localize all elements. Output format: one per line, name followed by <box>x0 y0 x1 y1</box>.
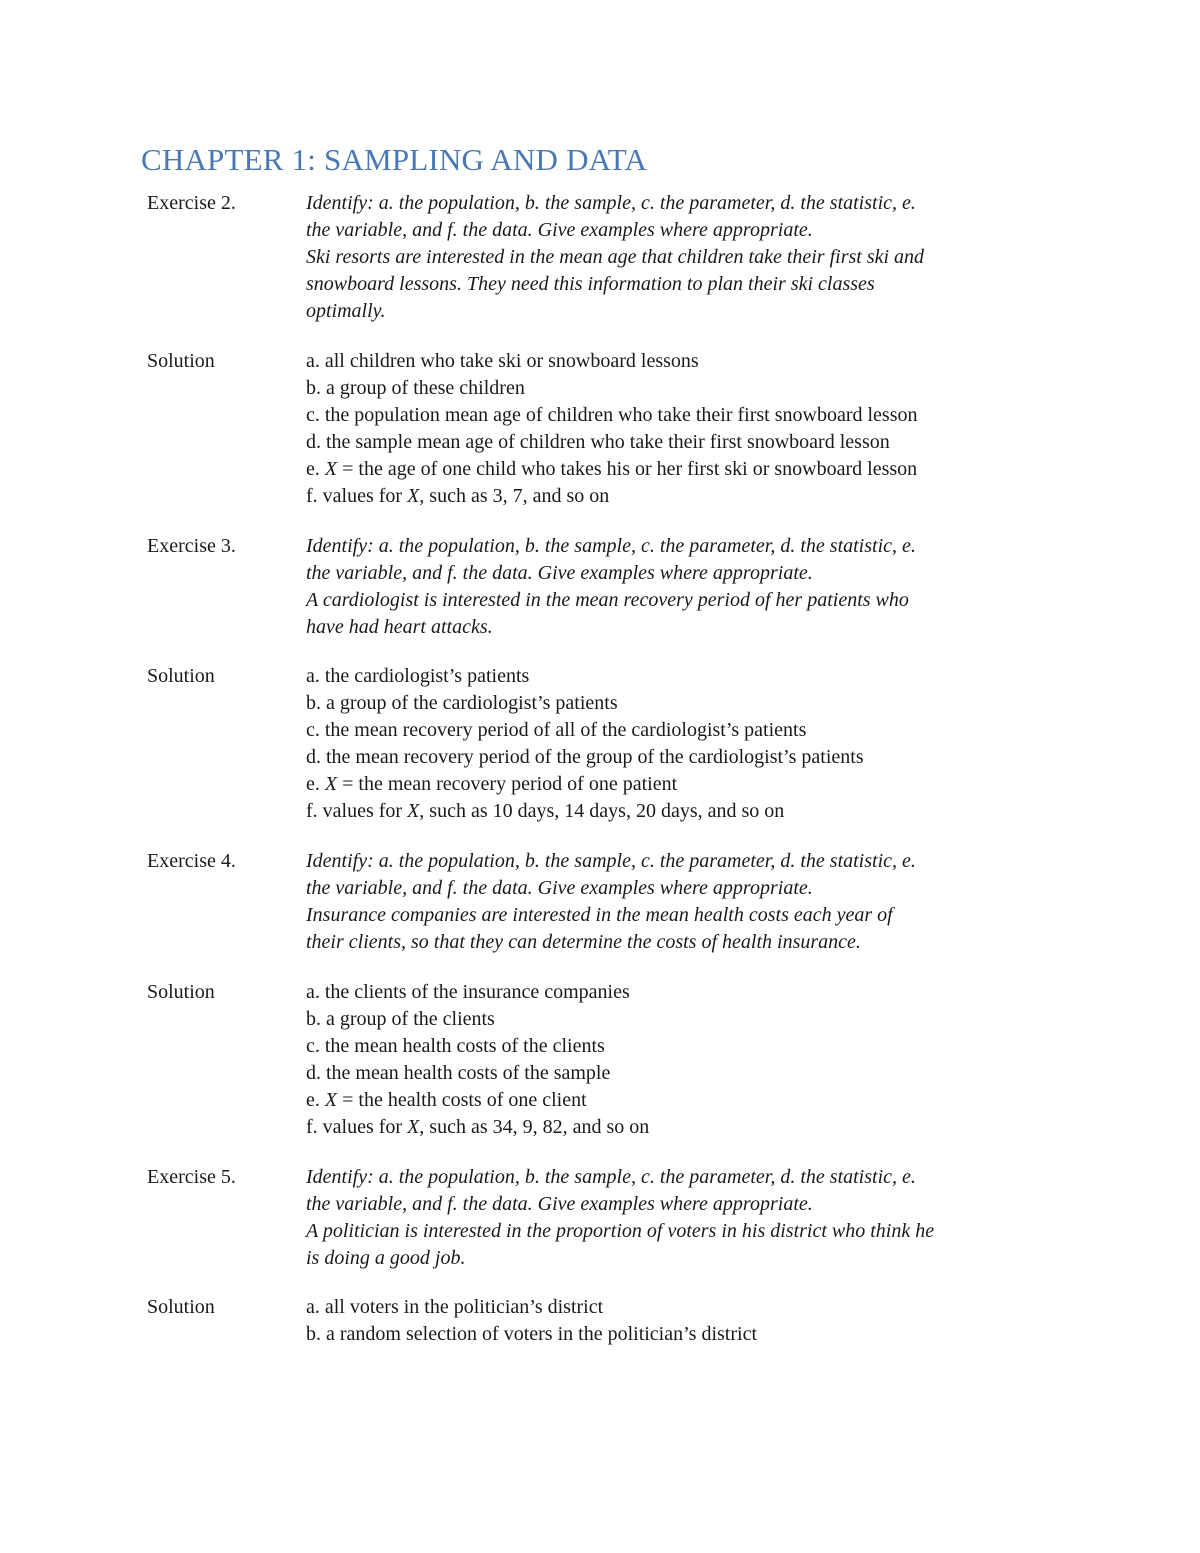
solution-text <box>306 979 1067 1141</box>
variable-x: X <box>407 1116 420 1138</box>
exercise-text <box>306 1164 1067 1272</box>
solution-4 <box>147 979 1067 1141</box>
exercise-3 <box>147 533 1067 641</box>
exercise-4 <box>147 848 1067 956</box>
answer-prefix: f. values for <box>306 1116 408 1138</box>
answer-line: d. the mean health costs of the sample <box>306 1062 611 1084</box>
answer-line <box>306 771 1067 798</box>
answer-line: d. the sample mean age of children who take their first snowboard lesson <box>306 431 890 453</box>
solution-5 <box>147 1294 1067 1348</box>
text-line: Identify: a. the population, b. the sample, c. the parameter, d. the statistic, e. <box>306 1166 916 1188</box>
text-line: Identify: a. the population, b. the sample, c. the parameter, d. the statistic, e. <box>306 535 916 557</box>
text-line: the variable, and f. the data. Give examples where appropriate. <box>306 219 813 241</box>
answer-prefix: f. values for <box>306 485 408 507</box>
answer-line <box>306 798 1067 825</box>
text-line: have had heart attacks. <box>306 616 493 638</box>
answer-line <box>306 1114 1067 1141</box>
exercise-label: Exercise 4. <box>147 850 236 872</box>
answer-line <box>306 483 1067 510</box>
variable-x: X <box>324 458 338 480</box>
answer-prefix: e. <box>306 1089 325 1111</box>
text-line: the variable, and f. the data. Give examples where appropriate. <box>306 1193 813 1215</box>
answer-rest: = the health costs of one client <box>337 1089 587 1111</box>
text-line: the variable, and f. the data. Give examples where appropriate. <box>306 877 813 899</box>
text-line: A politician is interested in the proportion of voters in his district who think he <box>306 1220 935 1242</box>
exercise-label: Exercise 3. <box>147 535 236 557</box>
answer-line: b. a random selection of voters in the politician’s district <box>306 1323 758 1345</box>
answer-line <box>306 1087 1067 1114</box>
text-line: is doing a good job. <box>306 1247 466 1269</box>
solution-3 <box>147 663 1067 825</box>
chapter-title: CHAPTER 1: SAMPLING AND DATA <box>141 142 648 177</box>
exercise-2 <box>147 190 1067 325</box>
answer-line: a. all voters in the politician’s district <box>306 1296 604 1318</box>
answer-line: a. all children who take ski or snowboard lessons <box>306 350 699 372</box>
text-line: snowboard lessons. They need this information to plan their ski classes <box>306 273 875 295</box>
solution-label: Solution <box>147 350 215 372</box>
exercise-text <box>306 190 1067 325</box>
answer-prefix: e. <box>306 773 325 795</box>
answer-line: c. the population mean age of children who take their first snowboard lesson <box>306 404 918 426</box>
exercise-text <box>306 848 1067 956</box>
variable-x: X <box>324 773 338 795</box>
solution-text <box>306 1294 1067 1348</box>
answer-line: a. the cardiologist’s patients <box>306 665 530 687</box>
text-line: A cardiologist is interested in the mean recovery period of her patients who <box>306 589 909 611</box>
variable-x: X <box>407 800 420 822</box>
answer-line: b. a group of the clients <box>306 1008 495 1030</box>
exercise-5 <box>147 1164 1067 1272</box>
answer-rest: , such as 10 days, 14 days, 20 days, and so on <box>419 800 785 822</box>
text-line: Identify: a. the population, b. the sample, c. the parameter, d. the statistic, e. <box>306 850 916 872</box>
answer-line <box>306 456 1067 483</box>
answer-line: b. a group of the cardiologist’s patients <box>306 692 618 714</box>
text-line: their clients, so that they can determine the costs of health insurance. <box>306 931 861 953</box>
answer-line: a. the clients of the insurance companies <box>306 981 630 1003</box>
text-line: Insurance companies are interested in the mean health costs each year of <box>306 904 893 926</box>
answer-prefix: e. <box>306 458 325 480</box>
text-line: Ski resorts are interested in the mean age that children take their first ski and <box>306 246 925 268</box>
text-line: Identify: a. the population, b. the sample, c. the parameter, d. the statistic, e. <box>306 192 916 214</box>
text-line: optimally. <box>306 300 386 322</box>
answer-line: b. a group of these children <box>306 377 525 399</box>
answer-rest: , such as 3, 7, and so on <box>419 485 610 507</box>
solution-label: Solution <box>147 665 215 687</box>
solution-2 <box>147 348 1067 510</box>
variable-x: X <box>407 485 420 507</box>
answer-line: c. the mean health costs of the clients <box>306 1035 605 1057</box>
exercise-label: Exercise 2. <box>147 192 236 214</box>
answer-line: c. the mean recovery period of all of the cardiologist’s patients <box>306 719 807 741</box>
solution-label: Solution <box>147 981 215 1003</box>
answer-rest: = the mean recovery period of one patient <box>337 773 678 795</box>
answer-line: d. the mean recovery period of the group of the cardiologist’s patients <box>306 746 864 768</box>
answer-rest: , such as 34, 9, 82, and so on <box>419 1116 650 1138</box>
text-line: the variable, and f. the data. Give examples where appropriate. <box>306 562 813 584</box>
answer-prefix: f. values for <box>306 800 408 822</box>
exercise-text <box>306 533 1067 641</box>
solution-label: Solution <box>147 1296 215 1318</box>
solution-text <box>306 663 1067 825</box>
solution-text <box>306 348 1067 510</box>
answer-rest: = the age of one child who takes his or her first ski or snowboard lesson <box>337 458 918 480</box>
variable-x: X <box>324 1089 338 1111</box>
exercise-label: Exercise 5. <box>147 1166 236 1188</box>
